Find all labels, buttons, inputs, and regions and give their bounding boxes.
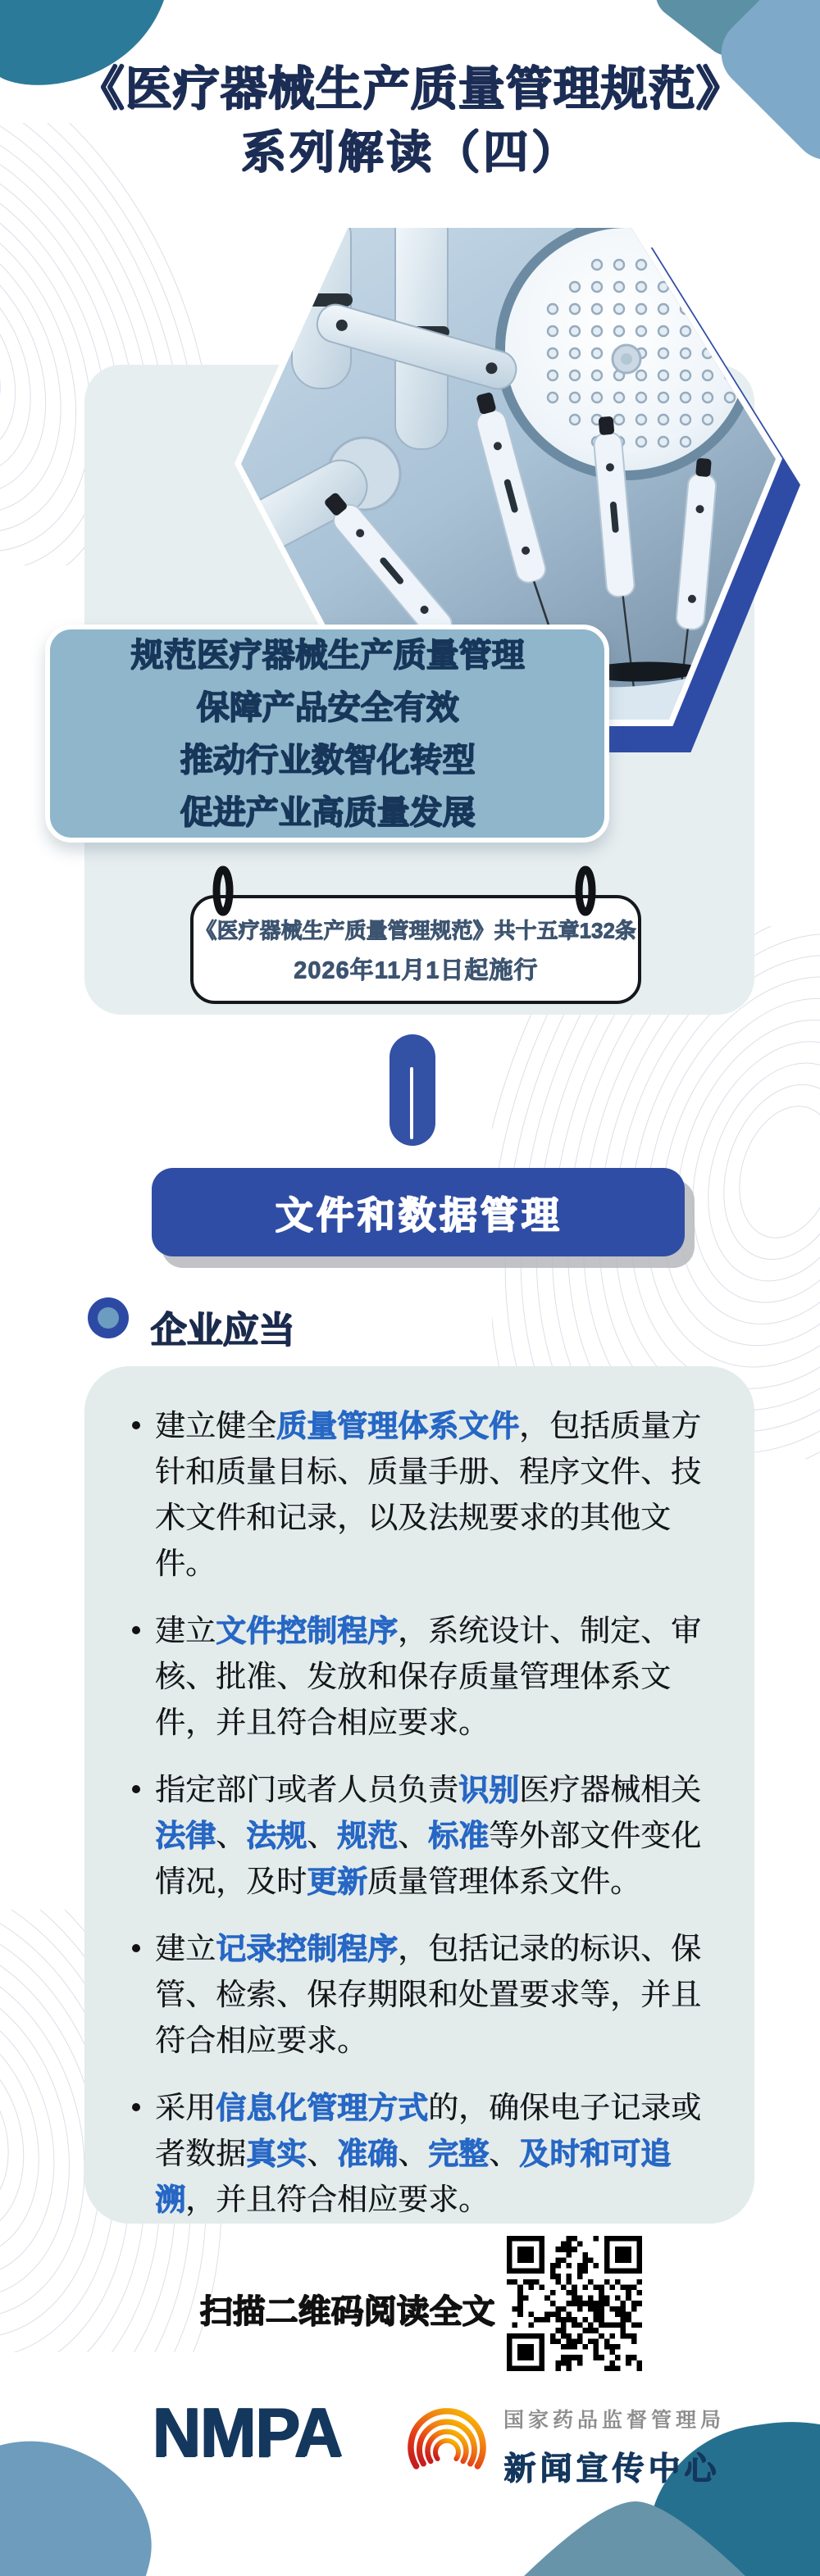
list-item [132, 1926, 712, 2064]
list-item [132, 1608, 712, 1746]
list-item [132, 1767, 712, 1905]
bullet-dot-icon [132, 2103, 140, 2111]
page-title [0, 59, 820, 180]
triangle-bottom-center [515, 2495, 754, 2576]
nmpa-arc-logo-icon [408, 2398, 486, 2475]
section-title-button [152, 1168, 685, 1256]
page-title-line2: 系列解读（四） [240, 126, 580, 177]
org-center: 新闻宣传中心 [503, 2451, 721, 2487]
bullet-text: 建立记录控制程序，包括记录的标识、保管、检索、保存期限和处置要求等，并且符合相应要求。 [155, 1932, 701, 2057]
nmpa-logo-text: NMPA [152, 2394, 342, 2472]
bullet-text: 建立文件控制程序，系统设计、制定、审核、批准、发放和保存质量管理体系文件，并且符合相应要求。 [155, 1614, 701, 1739]
intro-line: 规范医疗器械生产质量管理 [130, 637, 524, 673]
hanger-hook-icon [571, 864, 600, 920]
qr-code-icon [507, 2236, 642, 2371]
bullet-text: 指定部门或者人员负责识别医疗器械相关法律、法规、规范、标准等外部文件变化情况，及时更新质量管理体系文件。 [155, 1773, 701, 1898]
sign-line1: 《医疗器械生产质量管理规范》共十五章132条 [195, 918, 636, 943]
bullet-list [132, 1403, 712, 2223]
bullet-text: 采用信息化管理方式的，确保电子记录或者数据真实、准确、完整、及时和可追溯，并且符合相应要求。 [155, 2091, 701, 2216]
list-item [132, 2085, 712, 2223]
sign-line2: 2026年11月1日起施行 [293, 957, 539, 984]
section-heading: 企业应当 [150, 1310, 294, 1350]
intro-line: 保障产品安全有效 [196, 689, 458, 725]
nmpa-org-text [503, 2404, 725, 2489]
bullet-dot-icon [132, 1785, 140, 1793]
list-item [132, 1403, 712, 1587]
scan-qr-label: 扫描二维码阅读全文 [199, 2293, 494, 2329]
section-title-label: 文件和数据管理 [275, 1193, 562, 1236]
section-bullet-icon [88, 1297, 129, 1338]
intro-line: 促进产业高质量发展 [180, 794, 475, 830]
bullet-dot-icon [132, 1944, 140, 1952]
steel-blob-bottom-left [0, 2421, 170, 2576]
bullet-dot-icon [132, 1421, 140, 1429]
org-name: 国家药品监督管理局 [503, 2409, 726, 2432]
page-title-line1: 《医疗器械生产质量管理规范》 [77, 62, 743, 115]
capsule-divider-icon [390, 1034, 435, 1146]
intro-line: 推动行业数智化转型 [180, 742, 475, 778]
hanger-hook-icon [208, 864, 238, 920]
bullet-dot-icon [132, 1626, 140, 1634]
bullet-text: 建立健全质量管理体系文件，包括质量方针和质量目标、质量手册、程序文件、技术文件和记录，以及法规要求的其他文件。 [155, 1409, 701, 1580]
intro-box [45, 625, 609, 843]
requirements-panel [84, 1366, 754, 2224]
